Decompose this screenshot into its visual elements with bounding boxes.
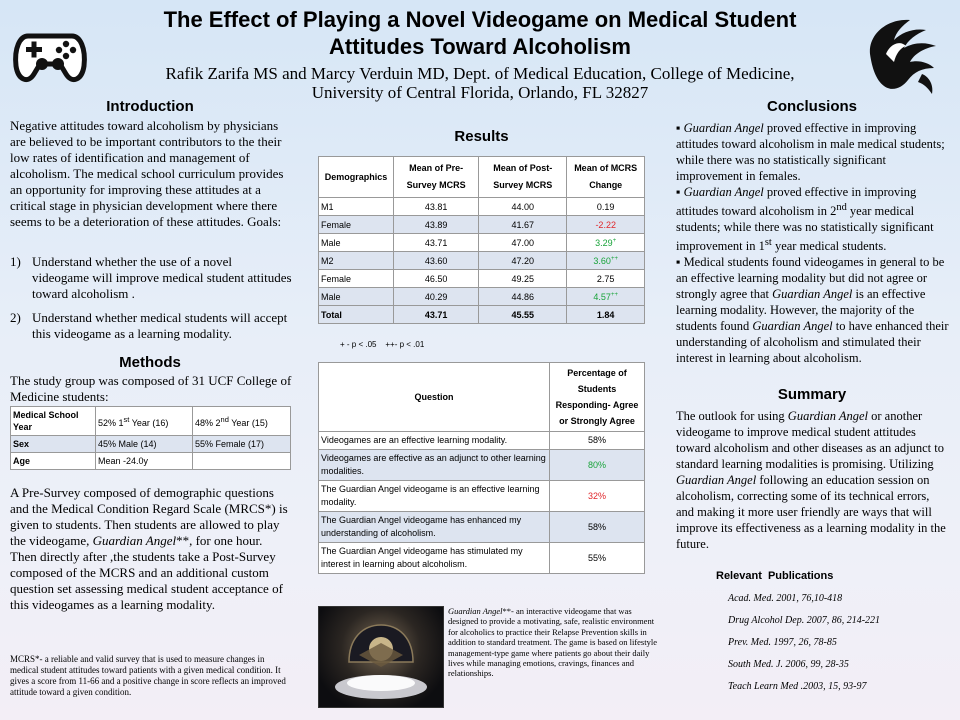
cell-value: Total: [321, 309, 342, 320]
table-cell: [479, 198, 567, 216]
percentage-cell: 80%: [550, 450, 645, 481]
results-heading: Results: [454, 128, 509, 145]
summary-text: following an education session on alcoholism, correcting some of its technical errors, and making it more user friendly are ways that will improve its effectiveness as a learning modality in the future.: [676, 473, 946, 551]
table-row: [11, 436, 291, 453]
cell-value: 44.00: [511, 201, 535, 212]
table-cell: [479, 234, 567, 252]
cell-value: 49.25: [511, 273, 535, 284]
significance-marker: ++: [610, 291, 618, 298]
title-line-2: Attitudes Toward Alcoholism: [329, 34, 631, 59]
table-cell: [319, 252, 394, 270]
table-cell: [319, 306, 394, 324]
table-cell: [567, 252, 645, 270]
cell-value: Male: [321, 237, 341, 248]
publications-list: [728, 592, 948, 702]
bullet-icon: ▪: [676, 255, 681, 270]
cell-value: 47.20: [511, 255, 535, 266]
list-item: Prev. Med. 1997, 26, 78-85: [728, 637, 837, 648]
table-cell: [567, 234, 645, 252]
column-header: Question: [319, 363, 550, 432]
title-line-1: The Effect of Playing a Novel Videogame on Medical Student: [163, 7, 797, 32]
goal-number: 2): [10, 310, 21, 325]
table-row: [11, 407, 291, 436]
item-text: year medical students.: [771, 239, 887, 254]
procedure-text: **, for one hour. Then directly after ,the students take a Post-Survey composed of the MCRS and an additional custom question set assessing medical student acceptance of this videogames as a learning modality.: [10, 533, 283, 612]
ordinal-suffix: st: [764, 237, 772, 249]
cell-value: 46.50: [424, 273, 448, 284]
column-header: Percentage of Students Responding- Agree or Strongly Agree: [550, 363, 645, 432]
summary-heading: Summary: [777, 386, 847, 403]
cell-value: 41.67: [511, 219, 535, 230]
table-cell: [567, 288, 645, 306]
table-cell: [394, 234, 479, 252]
game-name: Guardian Angel: [772, 287, 853, 302]
question-cell: The Guardian Angel videogame has enhanced my understanding of alcoholism.: [319, 512, 550, 543]
mcrs-results-table: [318, 156, 645, 324]
percentage-cell: 58%: [550, 432, 645, 450]
item-text: to have enhanced their understanding of alcoholism and stimulated their interest in learning about alcoholism.: [676, 319, 949, 366]
list-item: South Med. J. 2006, 99, 28-35: [728, 659, 849, 670]
table-cell: 52% 1st Year (16): [96, 407, 193, 436]
methods-intro: The study group was composed of 31 UCF College of Medicine students:: [10, 373, 292, 404]
summary-text: The outlook for using: [676, 409, 788, 423]
item-text: is an effective learning modality. However, the majority of the students found: [676, 287, 926, 334]
authors-line-1: Rafik Zarifa MS and Marcy Verduin MD, Dept. of Medical Education, College of Medicine,: [165, 64, 795, 83]
table-cell: Medical School Year: [11, 407, 96, 436]
acceptance-table: [318, 362, 645, 574]
question-cell: Videogames are an effective learning modality.: [319, 432, 550, 450]
list-item: [676, 254, 950, 366]
table-row: [319, 450, 645, 481]
methods-heading: Methods: [119, 354, 181, 371]
table-cell: [394, 252, 479, 270]
column-header: Mean of Pre-Survey MCRS: [394, 157, 479, 198]
cell-value: 3.60: [593, 255, 611, 266]
cell-value: Female: [321, 273, 352, 284]
goal-text: Understand whether the use of a novel videogame will improve medical student attitudes toward alcoholism .: [32, 254, 292, 301]
table-row: [319, 543, 645, 574]
table-row: [319, 512, 645, 543]
cell-value: 43.60: [424, 255, 448, 266]
column-header: Mean of MCRS Change: [567, 157, 645, 198]
cell-value: Male: [321, 291, 341, 302]
table-cell: [479, 270, 567, 288]
goal-text: Understand whether medical students will accept this videogame as a learning modality.: [32, 310, 288, 341]
caption-text: **- an interactive videogame that was designed to provide a motivating, safe, realistic environment for alcoholics to practice their Relapse Prevention skills in addition to standard treatment. The game is based on lifestyle management-type game where patients go about their daily lives while managing emotions, cravings, finances and relationships.: [448, 606, 657, 679]
table-cell: Mean -24.0y: [96, 453, 193, 470]
item-text: proved effective in improving attitudes toward alcoholism in male medical students; while there was no statistically significant improvement in females.: [676, 121, 945, 183]
table-total-row: [319, 306, 645, 324]
question-cell: Videogames are effective as an adjunct to other learning modalities.: [319, 450, 550, 481]
significance-marker: +: [612, 237, 617, 244]
table-cell: 55% Female (17): [193, 436, 291, 453]
game-name: Guardian Angel: [448, 606, 503, 616]
summary-paragraph: [676, 408, 950, 552]
poster-title: [120, 6, 840, 60]
column-header: Mean of Post-Survey MCRS: [479, 157, 567, 198]
authors: [100, 64, 860, 102]
table-cell: [319, 288, 394, 306]
game-caption: [448, 606, 658, 679]
table-row: [319, 252, 645, 270]
table-cell: [567, 306, 645, 324]
table-cell: [394, 216, 479, 234]
cell-value: 43.71: [424, 309, 448, 320]
table-header-row: [319, 157, 645, 198]
table-cell: [567, 216, 645, 234]
pegasus-logo: [862, 14, 948, 98]
list-item: Drug Alcohol Dep. 2007, 86, 214-221: [728, 615, 881, 626]
cell-value: 0.19: [596, 201, 615, 212]
table-cell: [319, 198, 394, 216]
table-cell: [394, 288, 479, 306]
summary-text: or another videogame to improve medical student attitudes toward alcoholism and other diseases as an adjunct to standard learning modalities is promising. Utilizing: [676, 409, 944, 471]
cell-value: -2.22: [595, 219, 616, 230]
table-cell: 48% 2nd Year (15): [193, 407, 291, 436]
game-name: Guardian Angel: [787, 409, 869, 423]
table-cell: [567, 198, 645, 216]
list-item: [676, 184, 950, 254]
introduction-heading: Introduction: [106, 98, 194, 115]
significance-marker: ++: [610, 255, 618, 262]
bullet-icon: ▪: [676, 185, 681, 199]
percentage-cell: 55%: [550, 543, 645, 574]
table-row: [319, 432, 645, 450]
item-text: Medical students found videogames in general to be an effective learning modality but did not agree or strongly agree that: [676, 255, 945, 302]
table-cell: 45% Male (14): [96, 436, 193, 453]
table-cell: [193, 453, 291, 470]
percentage-cell: 32%: [550, 481, 645, 512]
goal-number: 1): [10, 254, 21, 269]
table-cell: Sex: [11, 436, 96, 453]
table-row: [319, 234, 645, 252]
cell-value: 40.29: [424, 291, 448, 302]
cell-value: 43.71: [424, 237, 448, 248]
question-cell: The Guardian Angel videogame is an effective learning modality.: [319, 481, 550, 512]
cell-value: 3.29: [595, 237, 613, 248]
conclusions-list: [676, 120, 950, 366]
cell-value: M2: [321, 255, 334, 266]
table-cell: [319, 216, 394, 234]
cell-value: 2.75: [596, 273, 615, 284]
cell-value: 43.89: [424, 219, 448, 230]
procedure-text: A Pre-Survey composed of demographic questions and the Medical Condition Regard Scale (MRCS*) is given to students. Then students are allowed to play the videogame,: [10, 485, 288, 548]
table-row: [11, 453, 291, 470]
cell-value: 43.81: [424, 201, 448, 212]
table-row: [319, 481, 645, 512]
table-row: [319, 288, 645, 306]
table-row: [319, 198, 645, 216]
item-text: year medical students; while there was no statistically significant improvement in 1: [676, 204, 934, 254]
publications-heading: Relevant Publications: [716, 570, 834, 582]
list-item: Teach Learn Med .2003, 15, 93-97: [728, 681, 867, 692]
mcrs-footnote: MCRS*- a reliable and valid survey that is used to measure changes in medical student attitudes toward patients with a given medical condition. It gives a score from 11-66 and a positive change in score reflects an improved attitude toward a given condition.: [10, 654, 286, 697]
ordinal-suffix: nd: [836, 202, 847, 213]
list-item: [676, 120, 950, 184]
table-cell: [479, 288, 567, 306]
cell-value: M1: [321, 201, 334, 212]
cell-value: 44.86: [511, 291, 535, 302]
table-row: [319, 216, 645, 234]
goal-item: [10, 254, 292, 302]
list-item: Acad. Med. 2001, 76,10-418: [728, 593, 843, 604]
game-name: Guardian Angel: [752, 319, 833, 334]
cell-value: 4.57: [593, 291, 611, 302]
table-cell: [479, 216, 567, 234]
goal-item: [10, 310, 292, 342]
bullet-icon: ▪: [676, 121, 681, 135]
game-name: Guardian Angel: [683, 185, 764, 199]
column-header: Demographics: [319, 157, 394, 198]
cell-value: Female: [321, 219, 352, 230]
cell-value: 47.00: [511, 237, 535, 248]
game-name: Guardian Angel: [683, 121, 764, 135]
conclusions-heading: Conclusions: [766, 98, 857, 115]
methods-procedure: [10, 485, 292, 613]
significance-note: + - p < .05 ++- p < .01: [340, 340, 425, 349]
cell-value: 45.55: [511, 309, 535, 320]
table-cell: [479, 306, 567, 324]
table-cell: [394, 270, 479, 288]
question-cell: The Guardian Angel videogame has stimulated my interest in learning about alcoholism.: [319, 543, 550, 574]
table-cell: [394, 306, 479, 324]
table-row: [319, 270, 645, 288]
game-name: Guardian Angel: [92, 533, 177, 548]
table-cell: Age: [11, 453, 96, 470]
table-cell: [319, 234, 394, 252]
table-cell: [319, 270, 394, 288]
gamepad-icon: [10, 14, 90, 94]
cell-value: 1.84: [596, 309, 615, 320]
introduction-paragraph: Negative attitudes toward alcoholism by physicians are believed to be important contributors to the their low rates of identification and management of alcoholism. The medical school curriculum provides an opportunity for improving these attitudes at a critical stage in physician development where there seems to be a deterioration of these attitudes. Goals:: [10, 118, 284, 229]
table-header-row: [319, 363, 645, 432]
table-cell: [567, 270, 645, 288]
authors-line-2: University of Central Florida, Orlando, FL 32827: [311, 83, 649, 102]
percentage-cell: 58%: [550, 512, 645, 543]
game-screenshot: [318, 606, 444, 708]
item-text: proved effective in improving attitudes toward alcoholism in 2: [676, 185, 917, 219]
table-cell: [479, 252, 567, 270]
table-cell: [394, 198, 479, 216]
game-name: Guardian Angel: [676, 473, 757, 487]
study-group-table: [10, 406, 291, 470]
